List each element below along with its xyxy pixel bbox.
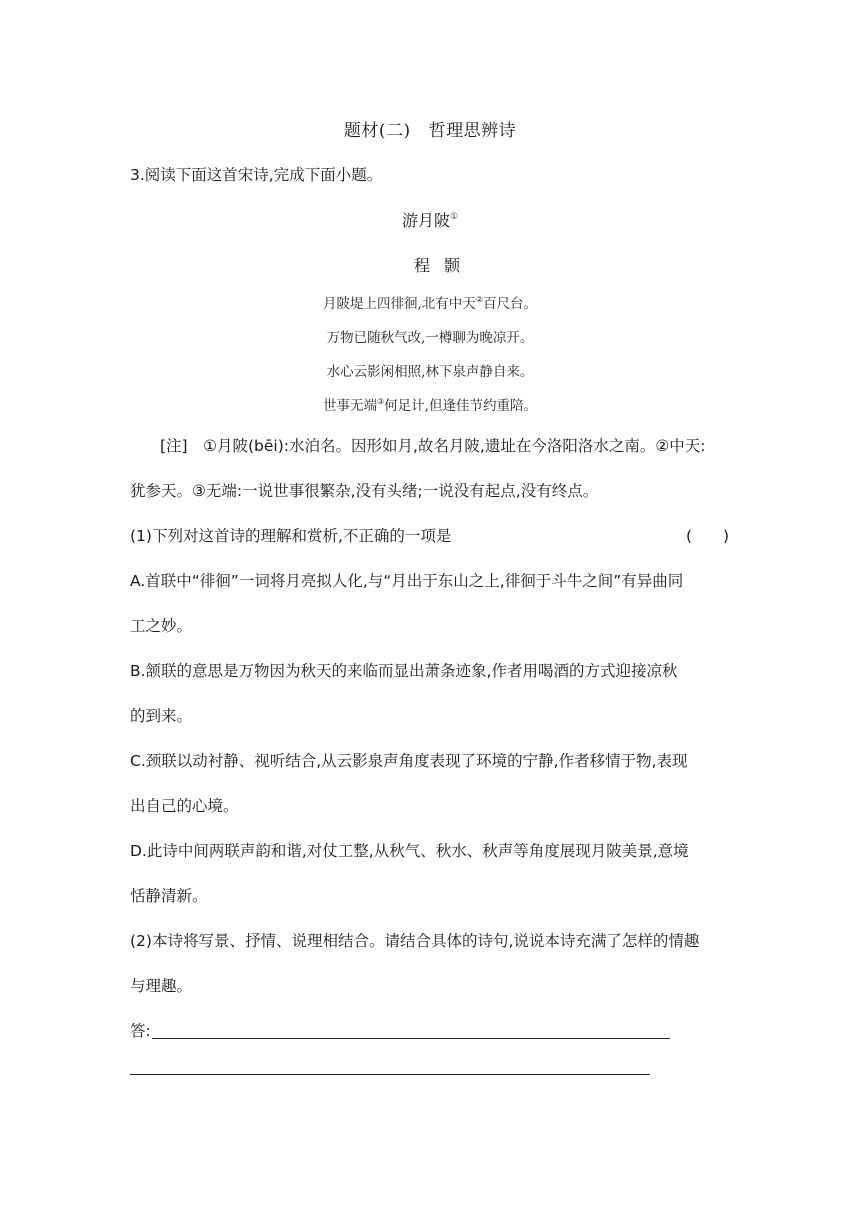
poem-line-1-text: 月陂堤上四徘徊,北有中天	[323, 296, 476, 312]
poem-line-4-note-mark: ③	[377, 397, 385, 406]
poem-line-2	[0, 326, 860, 346]
option-c-line-2: 出自己的心境。	[130, 797, 239, 815]
poem-line-3-text: 水心云影闲相照,林下泉声静自来。	[326, 364, 534, 380]
poem-line-3	[0, 360, 860, 380]
option-b-line-2: 的到来。	[130, 707, 193, 725]
option-a-line-2: 工之妙。	[130, 617, 193, 635]
answer-line-2[interactable]	[130, 1074, 650, 1075]
question-2-line-2: 与理趣。	[130, 977, 193, 995]
answer-line-1[interactable]	[152, 1038, 670, 1039]
question-1-stem: (1)下列对这首诗的理解和赏析,不正确的一项是	[130, 527, 452, 545]
poem-author: 程颢	[413, 256, 474, 275]
poem-line-4-text-end: 何足计,但逢佳节约重陪。	[384, 398, 537, 414]
poem-line-2-text: 万物已随秋气改,一樽聊为晚凉开。	[326, 330, 534, 346]
section-title-part1: 题材(二)	[343, 121, 411, 141]
option-d-line-2: 恬静清新。	[130, 887, 208, 905]
poem-line-4	[0, 394, 860, 414]
answer-parentheses: ( )	[686, 527, 730, 545]
option-b-line-1: B.颔联的意思是万物因为秋天的来临而显出萧条迹象,作者用喝酒的方式迎接凉秋	[130, 662, 678, 680]
option-d-line-1: D.此诗中间两联声韵和谐,对仗工整,从秋气、秋水、秋声等角度展现月陂美景,意境	[130, 842, 689, 860]
poem-line-1	[0, 292, 860, 312]
answer-label: 答:	[130, 1022, 151, 1040]
question-2-line-1: (2)本诗将写景、抒情、说理相结合。请结合具体的诗句,说说本诗充满了怎样的情趣	[130, 932, 700, 950]
notes-line-2: 犹参天。③无端:一说世事很繁杂,没有头绪;一说没有起点,没有终点。	[130, 482, 599, 500]
poem-title-text: 游月陂	[401, 211, 450, 230]
section-title-part2: 哲理思辨诗	[428, 121, 517, 141]
poem-line-4-text: 世事无端	[323, 398, 378, 414]
poem-line-1-text-end: 百尺台。	[482, 296, 537, 312]
poem-line-1-note-mark: ②	[475, 295, 483, 304]
notes-line-1: [注] ①月陂(bēi):水泊名。因形如月,故名月陂,遗址在今洛阳洛水之南。②中天:	[160, 437, 706, 455]
question-intro: 3.阅读下面这首宋诗,完成下面小题。	[130, 166, 383, 184]
option-a-line-1: A.首联中“徘徊”一词将月亮拟人化,与“月出于东山之上,徘徊于斗牛之间”有异曲同	[130, 572, 684, 590]
poem-title	[0, 208, 860, 231]
option-c-line-1: C.颈联以动衬静、视听结合,从云影泉声角度表现了环境的宁静,作者移情于物,表现	[130, 752, 688, 770]
poem-title-note-mark: ①	[449, 212, 459, 222]
section-title	[0, 116, 860, 141]
